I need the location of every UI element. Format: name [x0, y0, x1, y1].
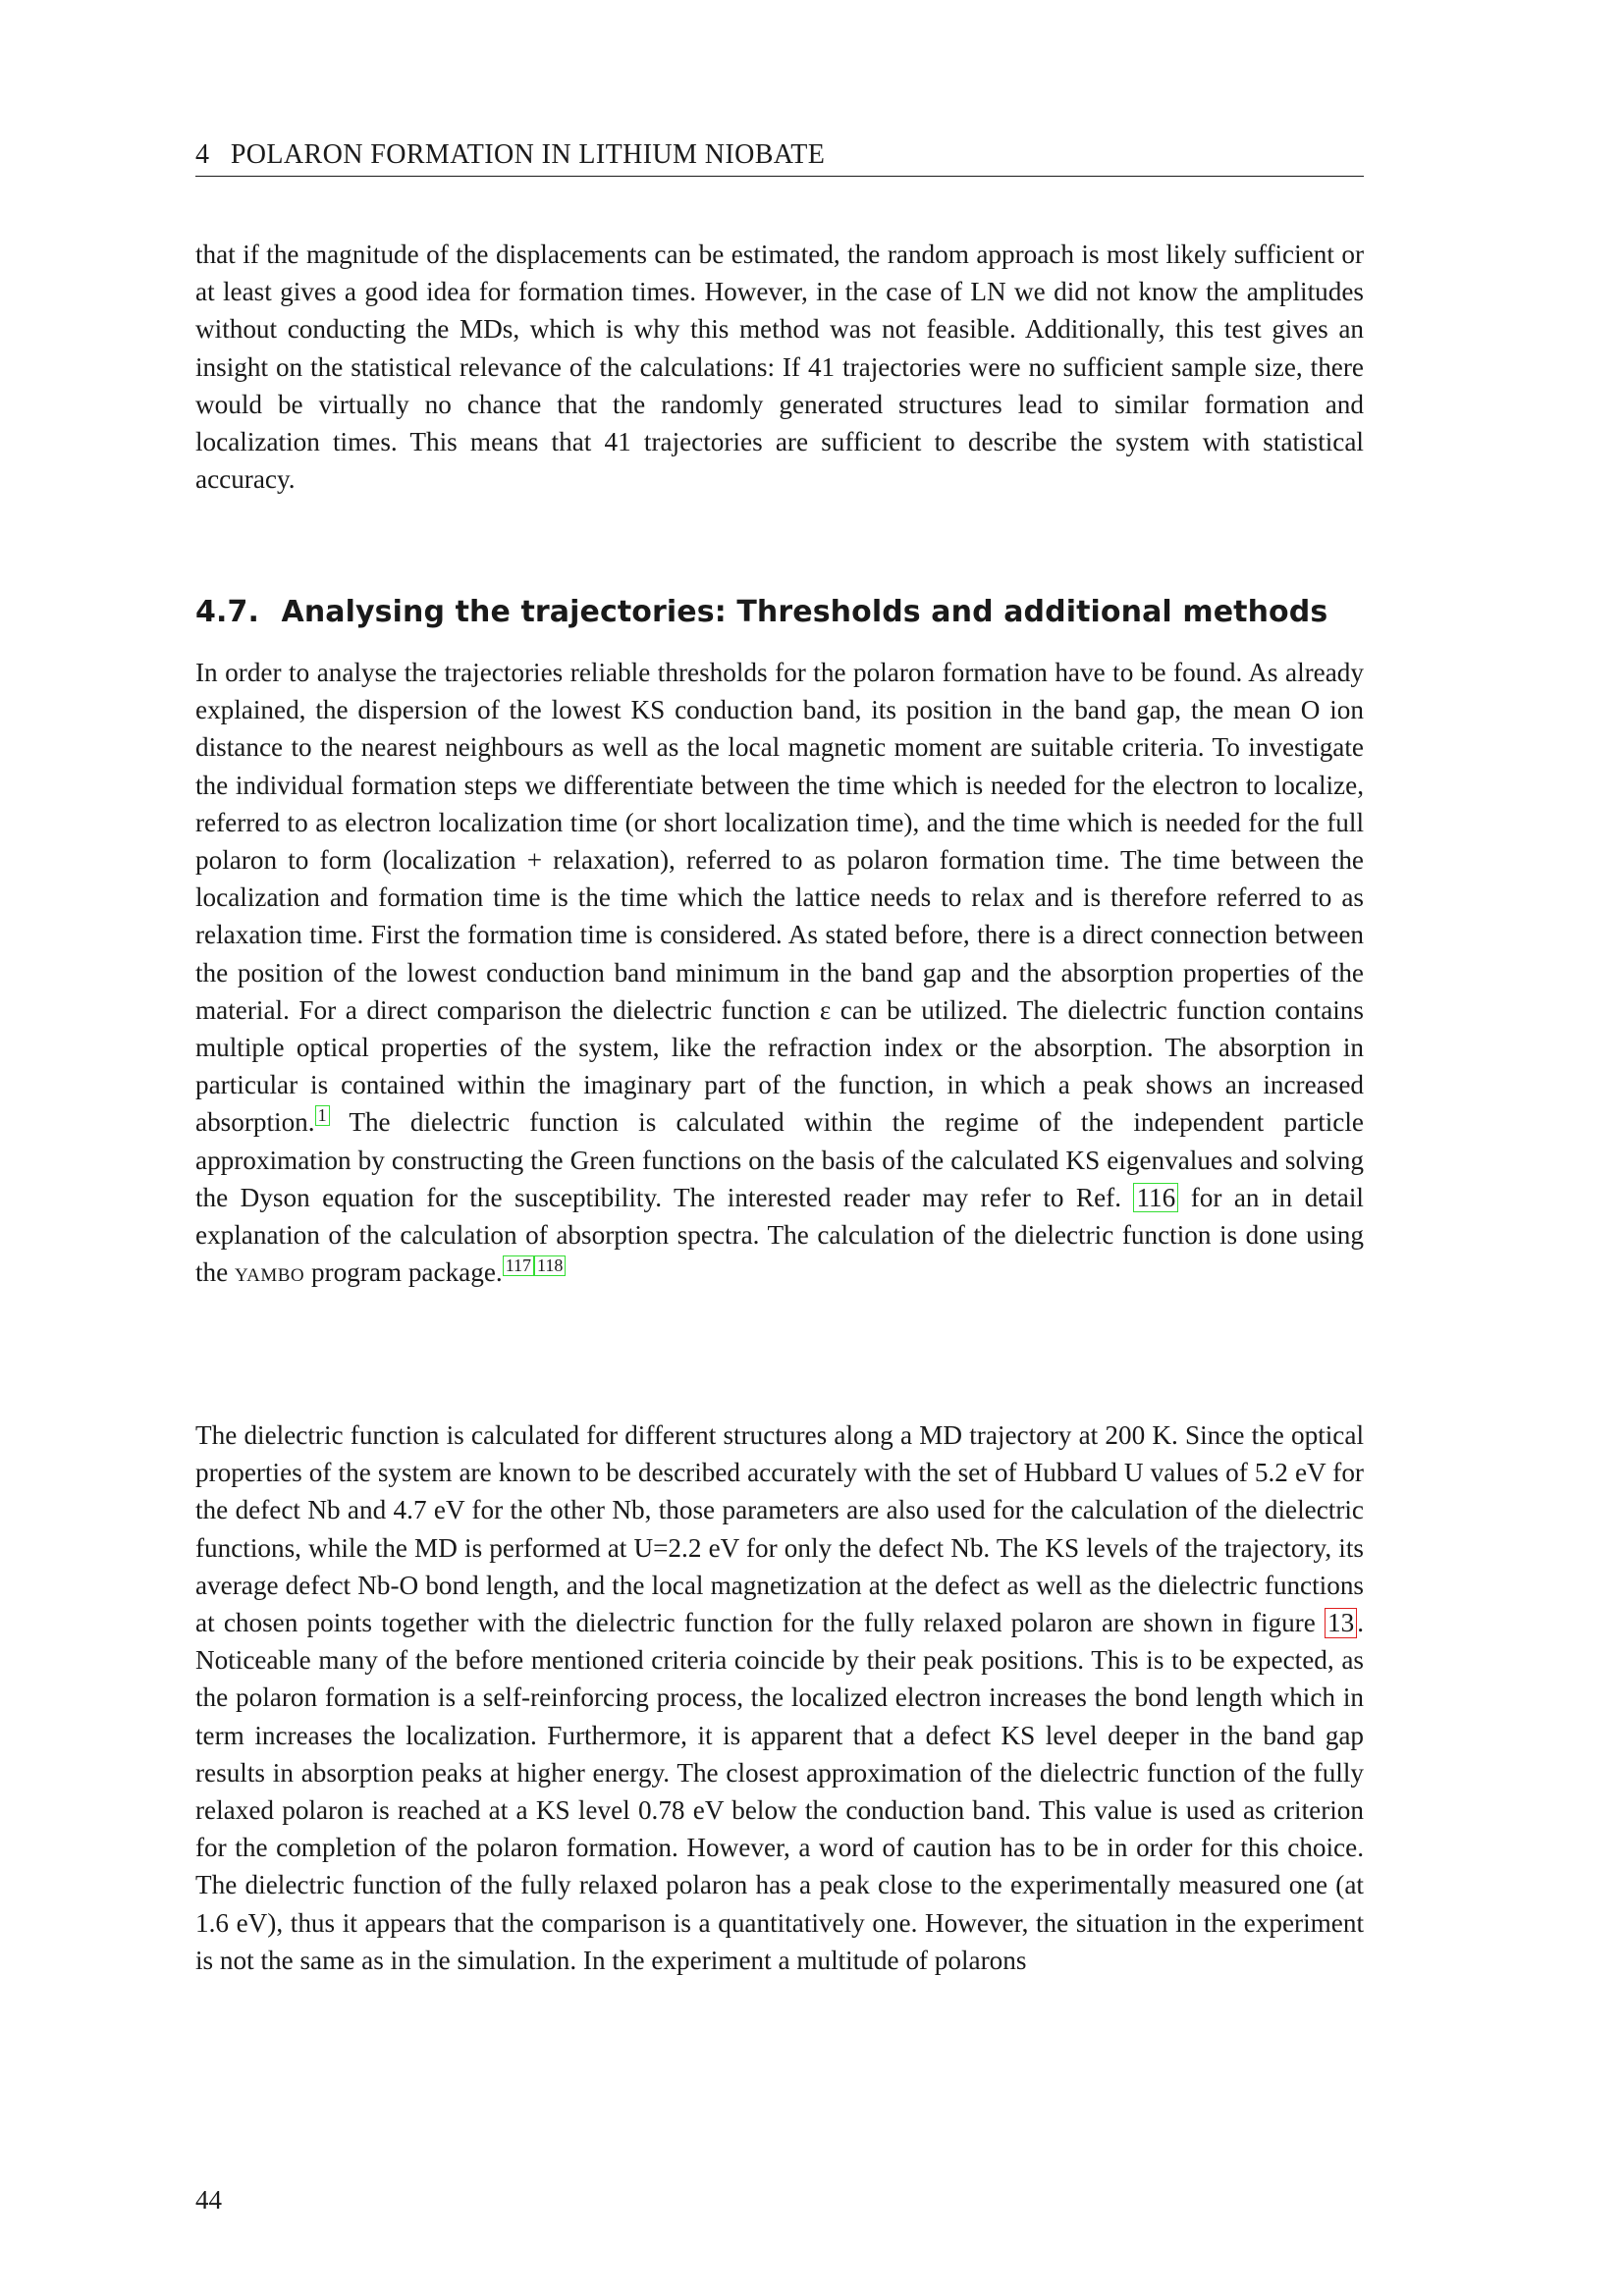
citation-link[interactable]: 1 [315, 1105, 330, 1126]
paragraph-text: In order to analyse the trajectories reliable thresholds for the polaron formation have to be found. As already explained, the dispersion of the lowest KS conduction band, its position in the band gap, the mean O ion distance to the nearest neighbours as well as the local magnetic moment are suitable criteria. To investigate the individual formation steps we differentiate between the time which is needed for the electron to localize, referred to as electron localization time (or short localization time), and the time which is needed for the full polaron to form (localization + relaxation), referred to as polaron formation time. The time between the localization and formation time is the time which the lattice needs to relax and is therefore referred to as relaxation time. First the formation time is considered. As stated before, there is a direct connection between the position of the lowest conduction band minimum in the band gap and the absorption properties of the material. For a direct comparison the dielectric function ε can be utilized. The dielectric function contains multiple optical properties of the system, like the refraction index or the absorption. The absorption in particular is contained within the imaginary part of the function, in which a peak shows an increased absorption. [195, 658, 1364, 1138]
paragraph-text: The dielectric function is calculated within the regime of the independent particle approximation by constructing the Green functions on the basis of the calculated KS eigenvalues and solving the Dyson equation for the susceptibility. The interested reader may refer to Ref. [195, 1107, 1364, 1212]
citation-link[interactable]: 117 [503, 1255, 534, 1276]
citation-link[interactable]: 118 [534, 1255, 566, 1276]
figure-reference-link[interactable]: 13 [1325, 1608, 1357, 1638]
section-number: 4.7. [195, 595, 259, 629]
paragraph-continuation: that if the magnitude of the displacements can be estimated, the random approach is most likely sufficient or at least gives a good idea for formation times. However, in the case of LN we did not know the amplitudes without conducting the MDs, which is why this method was not feasible. Additionally, this test gives an insight on the statistical relevance of the calculations: If 41 trajectories were no sufficient sample size, there would be virtually no chance that the randomly generated structures lead to similar formation and localization times. This means that 41 trajectories are sufficient to describe the system with statistical accuracy. [195, 240, 1364, 495]
paragraph-text: The dielectric function is calculated for different structures along a MD trajectory at 200 K. Since the optical properties of the system are known to be described accurately with the set of Hubbard U values of 5.2 eV for the defect Nb and 4.7 eV for the other Nb, those parameters are also used for the calculation of the dielectric functions, while the MD is performed at U=2.2 eV for only the defect Nb. The KS levels of the trajectory, its average defect Nb-O bond length, and the local magnetization at the defect as well as the dielectric functions at chosen points together with the dielectric function for the fully relaxed polaron are shown in figure [195, 1420, 1364, 1638]
chapter-number: 4 [195, 139, 210, 170]
program-name: yambo [235, 1257, 305, 1288]
section-title: Analysing the trajectories: Thresholds and additional methods [281, 595, 1328, 629]
paragraph-text: for an in detail explanation of the calculation of absorption spectra. The calculation of the dielectric function is done using the [195, 1182, 1364, 1288]
paragraph-text: program package. [304, 1257, 503, 1288]
section-heading [195, 593, 1364, 632]
paragraph-text: . Noticeable many of the before mentioned criteria coincide by their peak positions. This is to be expected, as the polaron formation is a self-reinforcing process, the localized electron increases the bond length which in term increases the localization. Furthermore, it is apparent that a defect KS level deeper in the band gap results in absorption peaks at higher energy. The closest approximation of the dielectric function of the fully relaxed polaron is reached at a KS level 0.78 eV below the conduction band. This value is used as criterion for the completion of the polaron formation. However, a word of caution has to be in order for this choice. The dielectric function of the fully relaxed polaron has a peak close to the experimentally measured one (at 1.6 eV), thus it appears that the comparison is a quantitatively one. However, the situation in the experiment is not the same as in the simulation. In the experiment a multitude of polarons [195, 1608, 1364, 1975]
paragraph-thresholds [195, 654, 1364, 1291]
chapter-title: POLARON FORMATION IN LITHIUM NIOBATE [230, 139, 826, 170]
page-number: 44 [195, 2185, 222, 2215]
paragraph-dielectric [195, 1416, 1364, 1979]
running-header [195, 138, 1364, 177]
citation-link[interactable]: 116 [1133, 1183, 1178, 1213]
